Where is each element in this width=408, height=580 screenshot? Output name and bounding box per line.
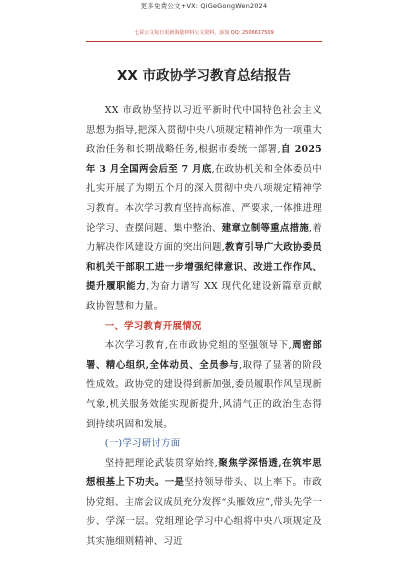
header-divider: [86, 41, 322, 42]
section-1-paragraph: 本次学习教育,在市政协党组的坚强领导下,周密部署、精心组织,全体动员、全员参与,取得了显著的阶段性成效。政协党的建设得到新加强,委员履职作风呈现新气象,机关服务效能实现新提升,风清气正的政治生态得到持续巩固和发展。: [86, 340, 322, 430]
document-title: XX 市政协学习教育总结报告: [116, 68, 292, 84]
subsection-1-paragraph: 坚持把理论武装贯穿始终,聚焦学深悟透,在筑牢思想根基上下功夫。一是坚持领导带头、以上率下。市政协党组、主席会议成员充分发挥“头雁效应”,带头先学一步、学深一层。党组理论学习中心组将中央八项规定及其实施细则精神、习近: [86, 457, 322, 548]
subsection-heading-1: (一)学习研讨方面: [104, 438, 181, 450]
header-note: 七哥公文每日更新海量材料公文资料，添加 QQ: 2506617509: [134, 30, 274, 36]
section-heading-1: 一、学习教育开展情况: [104, 320, 202, 332]
intro-paragraph: XX 市政协坚持以习近平新时代中国特色社会主义思想为指导,把深入贯彻中央八项规定精神作为一项重大政治任务和长期战略任务,根据市委统一部署,自 2025 年 3 月全国两会后至 7 月底,在政协机关和全体委员中扎实开展了为期五个月的深入贯彻中央八项规定精神学习教育。本次学习教育坚持高标准、严要求,一体推进理论学习、查摆问题、集中整治、建章立制等重点措施,着力解决作风建设方面的突出问题,教育引导广大政协委员和机关干部职工进一步增强纪律意识、改进工作作风、提升履职能力,为奋力谱写 XX 现代化建设新篇章贡献政协智慧和力量。: [86, 105, 322, 312]
document-body: [86, 101, 322, 552]
top-banner: 更多免费公文+VX: QiGeGongWen2024: [140, 2, 268, 10]
